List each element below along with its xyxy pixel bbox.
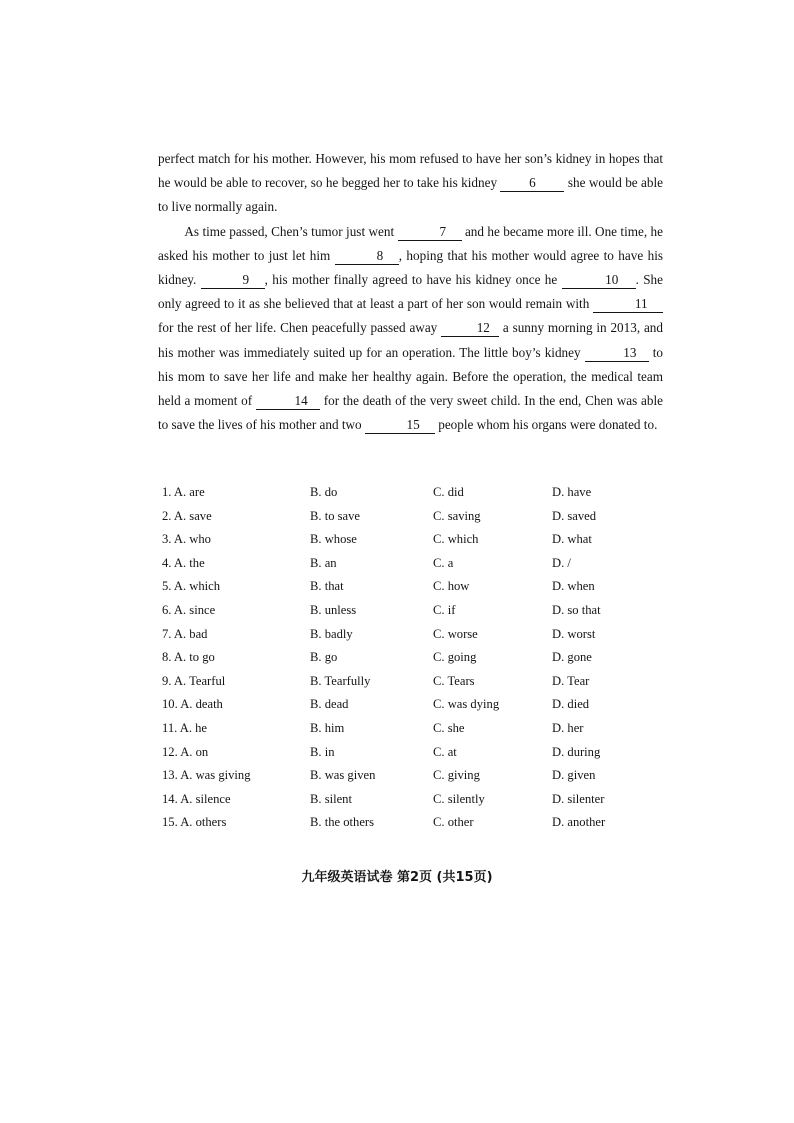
option-d: D. what (552, 532, 592, 547)
blank-15: 15 (365, 417, 435, 434)
option-a: 9. A. Tearful (162, 673, 226, 688)
blank-6: 6 (500, 175, 564, 192)
option-c: C. how (433, 579, 470, 594)
blank-11: 11 (593, 296, 663, 313)
option-c: C. worse (433, 626, 478, 641)
option-a: 12. A. on (162, 744, 209, 759)
option-a: 3. A. who (162, 532, 211, 547)
option-d: D. silenter (552, 791, 605, 806)
option-b: B. silent (310, 791, 352, 806)
option-a: 13. A. was giving (162, 768, 251, 783)
option-b: B. was given (310, 768, 376, 783)
option-b: B. go (310, 650, 338, 665)
question-10-options (162, 697, 662, 721)
passage-text: perfect match for his mother. However, his mom refused to have her son’s kidney in hopes that he would be able to recover, so he begged her to take his kidney (158, 151, 663, 191)
question-5-options (162, 579, 662, 603)
option-d: D. Tear (552, 673, 590, 688)
question-8-options (162, 650, 662, 674)
option-c: C. if (433, 602, 456, 617)
option-d: D. during (552, 744, 601, 759)
question-11-options (162, 721, 662, 745)
option-b: B. dead (310, 697, 349, 712)
option-b: B. unless (310, 602, 357, 617)
question-6-options (162, 603, 662, 627)
option-a: 11. A. he (162, 720, 208, 735)
option-b: B. Tearfully (310, 673, 371, 688)
option-d: D. another (552, 815, 606, 830)
option-b: B. him (310, 720, 345, 735)
question-14-options (162, 792, 662, 816)
option-c: C. going (433, 650, 477, 665)
option-d: D. given (552, 768, 596, 783)
option-b: B. whose (310, 532, 357, 547)
option-a: 6. A. since (162, 602, 216, 617)
option-a: 5. A. which (162, 579, 221, 594)
blank-10: 10 (562, 272, 636, 289)
option-a: 15. A. others (162, 815, 227, 830)
question-1-options (162, 485, 662, 509)
option-a: 4. A. the (162, 555, 205, 570)
passage-text: , hoping that his mother would agree to have his kidney. (158, 247, 663, 288)
passage-text: for the death of the very sweet child. In the end, Chen was able to save the lives of his mother and two (158, 393, 664, 433)
option-c: C. she (433, 720, 465, 735)
passage-text: people whom his organs were donated to. (434, 417, 658, 433)
cloze-passage (158, 147, 663, 437)
blank-7: 7 (398, 224, 462, 241)
option-c: C. was dying (433, 697, 500, 712)
option-d: D. saved (552, 508, 597, 523)
option-b: B. to save (310, 508, 361, 523)
option-c: C. did (433, 485, 464, 499)
blank-13: 13 (585, 345, 649, 362)
option-c: C. saving (433, 508, 481, 523)
option-c: C. silently (433, 791, 485, 806)
option-c: C. at (433, 744, 457, 759)
option-b: B. in (310, 744, 335, 759)
blank-12: 12 (441, 320, 499, 337)
question-13-options (162, 768, 662, 792)
question-3-options (162, 532, 662, 556)
option-a: 2. A. save (162, 508, 212, 523)
page-footer: 九年级英语试卷 第2页 (共15页) (301, 870, 493, 885)
option-b: B. an (310, 555, 337, 570)
passage-text: for the rest of her life. Chen peacefully passed away (158, 320, 442, 336)
passage-text: and he became more ill. One time, he asked his mother to just let him (158, 223, 664, 263)
question-15-options (162, 815, 662, 839)
option-d: D. / (552, 555, 571, 570)
passage-text: , his mother finally agreed to have his kidney once he (264, 272, 562, 288)
question-9-options (162, 674, 662, 698)
question-7-options (162, 627, 662, 651)
option-a: 1. A. are (162, 485, 205, 499)
option-a: 10. A. death (162, 697, 223, 712)
option-c: C. a (433, 555, 454, 570)
option-c: C. other (433, 815, 474, 830)
option-a: 8. A. to go (162, 650, 215, 665)
option-b: B. that (310, 579, 344, 594)
option-d: D. have (552, 485, 592, 499)
option-a: 14. A. silence (162, 791, 231, 806)
passage-text: to his mom to save her life and make her healthy again. Before the operation, the medical team held a moment of (158, 344, 664, 409)
option-b: B. the others (310, 815, 375, 830)
answer-options (162, 485, 662, 839)
option-a: 7. A. bad (162, 626, 208, 641)
option-c: C. giving (433, 768, 480, 783)
question-4-options (162, 556, 662, 580)
option-c: C. Tears (433, 673, 475, 688)
passage-paragraph-1 (158, 147, 663, 220)
passage-text: . She only agreed to it as she believed that at least a part of her son would remain with (158, 272, 663, 312)
option-d: D. when (552, 579, 595, 594)
passage-text: a sunny morning in 2013, and his mother was immediately suited up for an operation. The little boy’s kidney (158, 320, 663, 360)
question-2-options (162, 509, 662, 533)
blank-9: 9 (201, 272, 265, 289)
passage-paragraph-2 (158, 220, 663, 438)
option-b: B. do (310, 485, 338, 499)
option-d: D. gone (552, 650, 592, 665)
blank-14: 14 (256, 393, 320, 410)
option-d: D. her (552, 720, 584, 735)
passage-text: As time passed, Chen’s tumor just went (184, 223, 398, 239)
option-d: D. worst (552, 626, 596, 641)
question-12-options (162, 745, 662, 769)
option-d: D. died (552, 697, 590, 712)
option-d: D. so that (552, 602, 601, 617)
passage-text: she would be able to live normally again. (158, 175, 663, 215)
option-b: B. badly (310, 626, 353, 641)
blank-8: 8 (335, 248, 399, 265)
option-c: C. which (433, 532, 479, 547)
